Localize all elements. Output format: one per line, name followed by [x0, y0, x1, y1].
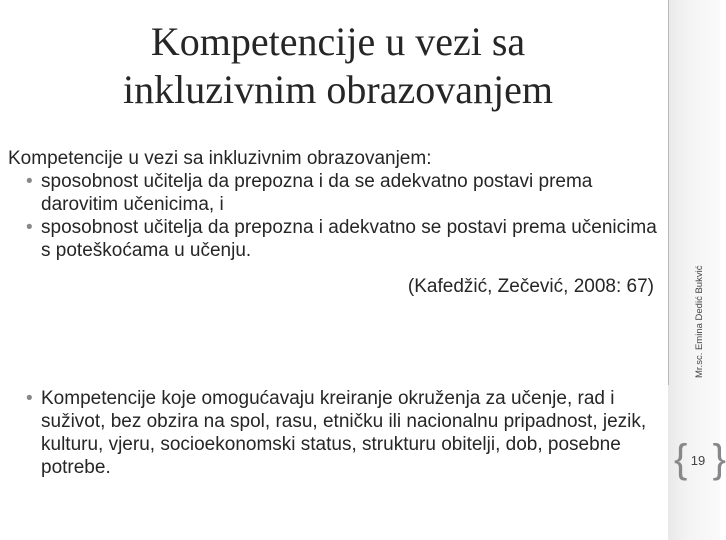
list-item [8, 170, 658, 216]
title-line-2: inkluzivnim obrazovanjem [123, 67, 553, 112]
sidebar-divider [668, 0, 669, 385]
bullet-text: sposobnost učitelja da prepozna i da se adekvatno postavi prema darovitim učenicima, i [41, 171, 593, 215]
intro-text: Kompetencije u vezi sa inkluzivnim obrazovanjem: [8, 148, 432, 169]
second-bullet-list [8, 387, 668, 479]
bullet-list [8, 170, 658, 262]
page-number-badge [674, 437, 726, 481]
bullet-icon: • [26, 217, 33, 238]
title-line-1: Kompetencije u vezi sa [150, 19, 526, 64]
list-item [8, 387, 668, 479]
bullet-text: sposobnost učitelja da prepozna i adekvatno se postavi prema učenicima s poteškoćama u učenju. [41, 217, 657, 261]
slide-title [60, 18, 616, 114]
list-item [8, 216, 658, 262]
citation: (Kafedžić, Zečević, 2008: 67) [407, 276, 654, 297]
bullet-icon: • [26, 388, 33, 409]
bullet-icon: • [26, 171, 33, 192]
left-brace-icon: { [674, 437, 688, 481]
author-label: Mr.sc. Emina Dedić Bukvić [694, 265, 705, 378]
right-brace-icon: } [712, 437, 726, 481]
content-block [8, 147, 658, 298]
bullet-text: Kompetencije koje omogućavaju kreiranje okruženja za učenje, rad i suživot, bez obzira na spol, rasu, etničku ili nacionalnu pripadnost, jezik, kulturu, vjeru, socioekonomski status, strukturu obitelji, dob, posebne potrebe. [41, 388, 647, 478]
page-number: 19 [690, 452, 706, 468]
